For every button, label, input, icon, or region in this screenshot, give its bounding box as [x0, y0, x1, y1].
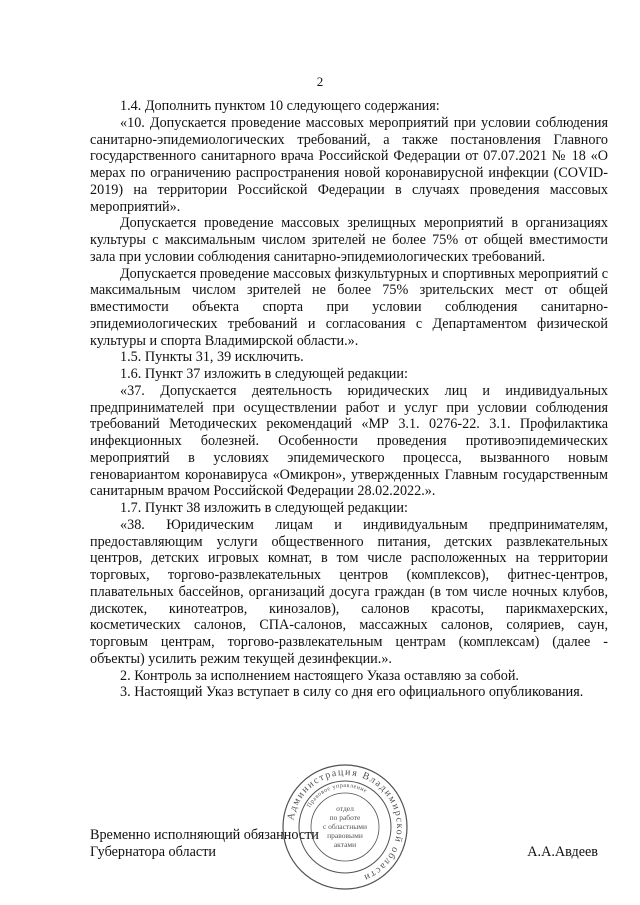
paragraph-item-38: «38. Юридическим лицам и индивидуальным предпринимателям, предоставляющим услуги общественного питания, детских развлекательных центров, детских игровых комнат, в том числе расположенных на территории торговых, торгово-развлекательных центров (комплексов), фитнес-центров, плавательных бассейнов, организаций досуга граждан (в том числе ночных клубов, дискотек, кинотеатров, кинозалов), салонов красоты, парикмахерских, косметических салонов, СПА-салонов, массажных салонов, соляриев, саун, торговым центрам, торгово-развлекательным центрам (комплексам) (далее - объекты) усилить режим текущей дезинфекции.». [90, 516, 608, 667]
paragraph-item-37: «37. Допускается деятельность юридических лиц и индивидуальных предпринимателей при осуществлении работ и услуг при условии соблюдения требований Методических рекомендаций «МР 3.1. 0276-22. 3.1. Профилактика инфекционных болезней. Особенности проведения противоэпидемических мероприятий в условиях эпидемического процесса, вызванного новым геновариантом коронавируса «Омикрон», утвержденных Главным государственным санитарным врачом Российской Федерации 28.02.2022.». [90, 382, 608, 500]
paragraph-1-5: 1.5. Пункты 31, 39 исключить. [120, 349, 304, 366]
stamp-center-line-2: по работе [329, 813, 361, 822]
stamp-ring-text: Администрация Владимирской области [285, 766, 406, 884]
stamp-center-line-3: с областными [322, 822, 368, 831]
paragraph-sports-events: Допускается проведение массовых физкультурных и спортивных мероприятий с максимальным числом зрителей не более 75% зрительских мест от общей вместимости объекта спорта при условии соблюдения санитарно-эпидемиологических требований и согласования с Департаментом физической культуры и спорта Владимирской области.». [90, 265, 608, 349]
stamp-center-line-4: правовыми [327, 831, 363, 840]
paragraph-3-effective: 3. Настоящий Указ вступает в силу со дня его официального опубликования. [120, 684, 584, 701]
stamp-inner-ring-text: Правовое управление [306, 782, 369, 809]
official-stamp [280, 762, 410, 892]
paragraph-1-7: 1.7. Пункт 38 изложить в следующей редакции: [120, 500, 408, 516]
paragraph-1-4: 1.4. Дополнить пунктом 10 следующего содержания: [120, 98, 440, 114]
paragraph-item-10: «10. Допускается проведение массовых мероприятий при условии соблюдения санитарно-эпидемиологических требований, а также постановления Главного государственного санитарного врача Российской Федерации от 07.07.2021 № 18 «О мерах по ограничению распространения новой коронавирусной инфекции (COVID-2019) на территории Российской Федерации в случаях проведения массовых мероприятий». [90, 114, 608, 215]
paragraph-culture-events: Допускается проведение массовых зрелищных мероприятий в организациях культуры с максимальным числом зрителей не более 75% от общей вместимости зала при условии соблюдения санитарно-эпидемиологических требований. [90, 215, 608, 265]
signatory-name: А.А.Авдеев [527, 844, 598, 860]
stamp-center-line-5: актами [333, 840, 357, 849]
document-body [90, 98, 608, 701]
page-number: 2 [316, 74, 324, 89]
stamp-center-line-1: отдел [336, 804, 354, 813]
paragraph-2-control: 2. Контроль за исполнением настоящего Указа оставляю за собой. [120, 667, 519, 684]
signatory-title-line-2: Губернатора области [90, 843, 216, 860]
signatory-title-line-1: Временно исполняющий обязанности [90, 827, 319, 843]
paragraph-1-6: 1.6. Пункт 37 изложить в следующей редакции: [120, 366, 408, 382]
